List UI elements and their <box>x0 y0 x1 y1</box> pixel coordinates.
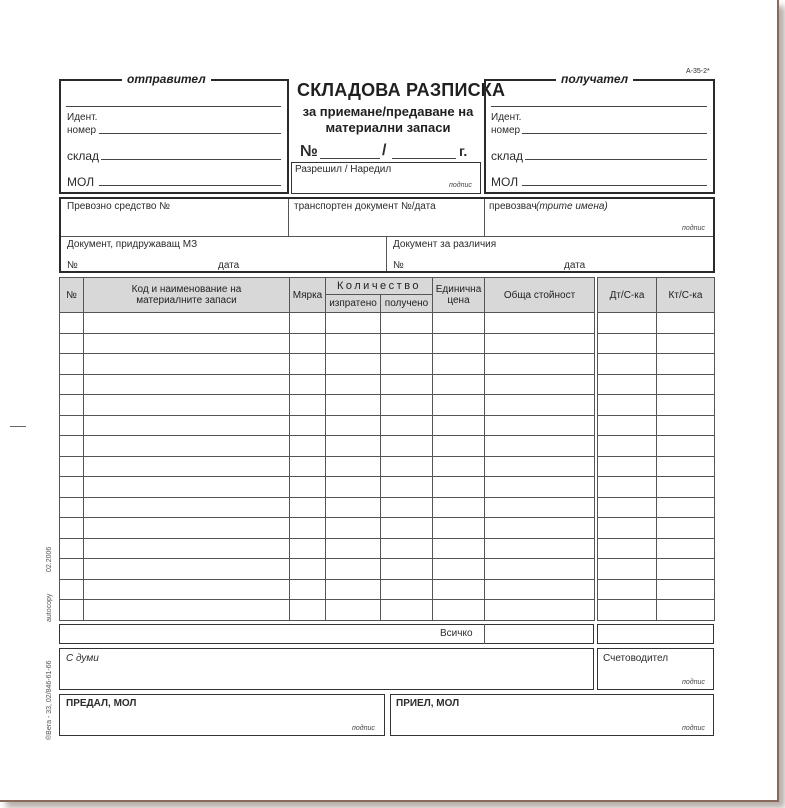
table-cell[interactable] <box>326 600 381 621</box>
table-cell[interactable] <box>84 436 290 457</box>
in-words-box[interactable] <box>59 648 594 690</box>
table-cell[interactable] <box>433 415 485 436</box>
carrier-signature: подпис <box>682 225 705 232</box>
carrier-label: превозвач <box>489 201 537 212</box>
transport-divider-3 <box>386 237 387 271</box>
col-name-line-1: Код и наименование на <box>131 284 242 295</box>
accounts-row <box>598 518 715 539</box>
discrepancy-doc-label: Документ за различия <box>393 239 497 250</box>
table-row <box>60 579 595 600</box>
accounts-row <box>598 497 715 518</box>
accounts-cell[interactable] <box>657 415 715 436</box>
accounts-cell[interactable] <box>657 313 715 334</box>
accounts-cell[interactable] <box>598 354 657 375</box>
table-row <box>60 333 595 354</box>
carrier-hint: (трите имена) <box>536 201 608 212</box>
accounts-row <box>598 538 715 559</box>
accounts-cell[interactable] <box>598 333 657 354</box>
table-row <box>60 374 595 395</box>
accountant-signature: подпис <box>682 679 705 686</box>
table-cell[interactable] <box>433 374 485 395</box>
table-cell[interactable] <box>381 559 433 580</box>
margin-tick <box>10 426 26 427</box>
table-cell[interactable] <box>381 333 433 354</box>
table-cell[interactable] <box>485 518 595 539</box>
table-cell[interactable] <box>381 497 433 518</box>
table-cell[interactable] <box>381 477 433 498</box>
col-price-line-2: цена <box>447 295 470 306</box>
receiver-header: получател <box>556 72 633 86</box>
table-cell[interactable] <box>433 333 485 354</box>
accounts-cell[interactable] <box>657 579 715 600</box>
table-cell[interactable] <box>60 333 84 354</box>
sender-ident-label: Идент. <box>67 112 98 123</box>
table-cell[interactable] <box>485 579 595 600</box>
table-cell[interactable] <box>485 395 595 416</box>
received-signature: подпис <box>682 725 705 732</box>
number-label: № <box>300 143 318 160</box>
table-cell[interactable] <box>84 333 290 354</box>
vehicle-label: Превозно средство № <box>67 201 170 212</box>
table-cell[interactable] <box>381 436 433 457</box>
sender-line-1 <box>66 106 281 107</box>
table-cell[interactable] <box>60 600 84 621</box>
table-row <box>60 395 595 416</box>
table-row <box>60 456 595 477</box>
accountant-label: Счетоводител <box>603 653 669 664</box>
handed-label: ПРЕДАЛ, МОЛ <box>66 698 137 709</box>
accounts-cell[interactable] <box>657 477 715 498</box>
table-cell[interactable] <box>433 354 485 375</box>
accounts-cell[interactable] <box>598 559 657 580</box>
accounts-row <box>598 374 715 395</box>
table-cell[interactable] <box>381 579 433 600</box>
document-title: СКЛАДОВА РАЗПИСКА <box>297 80 506 100</box>
table-cell[interactable] <box>326 579 381 600</box>
table-cell[interactable] <box>290 538 326 559</box>
col-total-header: Обща стойност <box>485 278 595 313</box>
table-cell[interactable] <box>485 436 595 457</box>
table-cell[interactable] <box>485 313 595 334</box>
receiver-warehouse-field[interactable] <box>525 159 707 160</box>
sender-ident-label-2: номер <box>67 125 97 136</box>
table-cell[interactable] <box>290 456 326 477</box>
table-cell[interactable] <box>485 415 595 436</box>
table-cell[interactable] <box>290 436 326 457</box>
receiver-mol-field[interactable] <box>522 185 707 186</box>
side-autocopy: autocopy <box>46 593 53 622</box>
table-cell[interactable] <box>485 559 595 580</box>
receiver-ident-field[interactable] <box>522 133 707 134</box>
table-row <box>60 538 595 559</box>
receiver-warehouse-label: склад <box>491 149 524 163</box>
col-kt-header: Кт/С-ка <box>657 278 715 313</box>
table-cell[interactable] <box>60 477 84 498</box>
accounts-cell[interactable] <box>598 538 657 559</box>
accounts-cell[interactable] <box>657 333 715 354</box>
handed-signature: подпис <box>352 725 375 732</box>
accounts-row <box>598 415 715 436</box>
accounts-row <box>598 333 715 354</box>
accounts-cell[interactable] <box>657 497 715 518</box>
table-row <box>60 600 595 621</box>
table-cell[interactable] <box>381 354 433 375</box>
table-cell[interactable] <box>84 456 290 477</box>
accounts-cell[interactable] <box>657 456 715 477</box>
table-row <box>60 559 595 580</box>
table-cell[interactable] <box>433 456 485 477</box>
accounts-row <box>598 313 715 334</box>
accounts-cell[interactable] <box>598 374 657 395</box>
table-row <box>60 518 595 539</box>
accompanying-date-label: дата <box>218 260 240 271</box>
table-cell[interactable] <box>381 415 433 436</box>
accounts-row <box>598 579 715 600</box>
table-cell[interactable] <box>485 354 595 375</box>
table-cell[interactable] <box>84 538 290 559</box>
table-cell[interactable] <box>326 559 381 580</box>
table-cell[interactable] <box>485 600 595 621</box>
col-price-line-1: Единична <box>435 284 482 295</box>
table-cell[interactable] <box>433 436 485 457</box>
accounts-cell[interactable] <box>657 600 715 621</box>
col-price-header <box>433 278 485 313</box>
sender-warehouse-label: склад <box>67 149 100 163</box>
table-cell[interactable] <box>60 538 84 559</box>
transport-divider-1 <box>288 199 289 236</box>
table-cell[interactable] <box>485 477 595 498</box>
accounts-row <box>598 456 715 477</box>
receiver-ident-label: Идент. <box>491 112 522 123</box>
table-cell[interactable] <box>381 313 433 334</box>
table-cell[interactable] <box>326 333 381 354</box>
sender-ident-field[interactable] <box>99 133 281 134</box>
accounts-row <box>598 477 715 498</box>
accounts-cell[interactable] <box>598 579 657 600</box>
permit-label: Разрешил / Наредил <box>295 164 392 175</box>
table-cell[interactable] <box>433 600 485 621</box>
accounts-cell[interactable] <box>598 456 657 477</box>
table-cell[interactable] <box>60 313 84 334</box>
table-cell[interactable] <box>381 456 433 477</box>
table-cell[interactable] <box>381 374 433 395</box>
table-cell[interactable] <box>84 497 290 518</box>
receiver-line-1 <box>491 106 707 107</box>
discrepancy-no-label: № <box>393 260 404 271</box>
table-cell[interactable] <box>84 518 290 539</box>
accounts-cell[interactable] <box>598 436 657 457</box>
col-dt-header: Дт/С-ка <box>598 278 657 313</box>
table-cell[interactable] <box>433 313 485 334</box>
table-cell[interactable] <box>84 313 290 334</box>
table-cell[interactable] <box>60 456 84 477</box>
table-cell[interactable] <box>485 497 595 518</box>
table-cell[interactable] <box>84 374 290 395</box>
receiver-mol-label: МОЛ <box>491 175 519 189</box>
accounts-cell[interactable] <box>598 395 657 416</box>
accounts-cell[interactable] <box>657 559 715 580</box>
table-cell[interactable] <box>433 559 485 580</box>
table-cell[interactable] <box>290 477 326 498</box>
year-label: г. <box>459 143 468 159</box>
accounts-cell[interactable] <box>657 374 715 395</box>
accounts-cell[interactable] <box>657 538 715 559</box>
table-cell[interactable] <box>326 374 381 395</box>
document-year-field[interactable] <box>392 158 456 159</box>
in-words-label: С думи <box>66 653 99 664</box>
accompanying-no-label: № <box>67 260 78 271</box>
accounts-cell[interactable] <box>657 518 715 539</box>
table-cell[interactable] <box>485 374 595 395</box>
table-cell[interactable] <box>60 354 84 375</box>
accounts-cell[interactable] <box>598 313 657 334</box>
accompanying-doc-label: Документ, придружаващ МЗ <box>67 239 198 250</box>
number-slash: / <box>382 142 387 159</box>
accounts-row <box>598 436 715 457</box>
table-row <box>60 497 595 518</box>
col-received-header: получено <box>381 295 433 313</box>
accounts-row <box>598 559 715 580</box>
table-cell[interactable] <box>84 579 290 600</box>
accounts-row <box>598 395 715 416</box>
table-cell[interactable] <box>290 354 326 375</box>
table-cell[interactable] <box>84 477 290 498</box>
table-cell[interactable] <box>326 456 381 477</box>
table-row <box>60 477 595 498</box>
table-cell[interactable] <box>60 436 84 457</box>
table-cell[interactable] <box>60 374 84 395</box>
discrepancy-date-label: дата <box>564 260 586 271</box>
table-cell[interactable] <box>485 333 595 354</box>
permit-signature: подпис <box>449 182 472 189</box>
table-cell[interactable] <box>433 395 485 416</box>
table-cell[interactable] <box>290 600 326 621</box>
table-cell[interactable] <box>485 456 595 477</box>
table-cell[interactable] <box>84 395 290 416</box>
table-cell[interactable] <box>433 538 485 559</box>
total-accounts-cell <box>597 624 714 644</box>
col-name-header <box>84 278 290 313</box>
table-row <box>60 436 595 457</box>
table-cell[interactable] <box>60 497 84 518</box>
table-cell[interactable] <box>326 518 381 539</box>
table-cell[interactable] <box>381 538 433 559</box>
table-cell[interactable] <box>290 415 326 436</box>
table-cell[interactable] <box>381 600 433 621</box>
sender-warehouse-field[interactable] <box>101 159 281 160</box>
table-cell[interactable] <box>290 579 326 600</box>
table-cell[interactable] <box>60 415 84 436</box>
table-row <box>60 313 595 334</box>
table-cell[interactable] <box>326 313 381 334</box>
table-cell[interactable] <box>290 313 326 334</box>
table-cell[interactable] <box>84 415 290 436</box>
table-cell[interactable] <box>60 579 84 600</box>
col-qty-header: Количество <box>326 278 433 295</box>
table-cell[interactable] <box>326 477 381 498</box>
col-no-header: № <box>60 278 84 313</box>
sender-mol-label: МОЛ <box>67 175 95 189</box>
total-label: Всичко <box>440 628 473 639</box>
sender-header: отправител <box>122 72 211 86</box>
table-cell[interactable] <box>60 518 84 539</box>
accounts-row <box>598 600 715 621</box>
table-cell[interactable] <box>433 518 485 539</box>
accounts-row <box>598 354 715 375</box>
document-subtitle-1: за приемане/предаване на <box>302 104 474 119</box>
transport-doc-label: транспортен документ №/дата <box>294 201 436 212</box>
col-name-line-2: материалните запаси <box>136 295 237 306</box>
table-cell[interactable] <box>84 354 290 375</box>
col-sent-header: изпратено <box>326 295 381 313</box>
accounts-cell[interactable] <box>657 395 715 416</box>
table-row <box>60 415 595 436</box>
table-cell[interactable] <box>290 333 326 354</box>
table-cell[interactable] <box>60 559 84 580</box>
transport-divider-h <box>61 236 713 237</box>
document-subtitle-2: материални запаси <box>325 120 451 135</box>
table-cell[interactable] <box>84 559 290 580</box>
table-cell[interactable] <box>84 600 290 621</box>
side-publisher: ®Вега - 33, 02/846-61-66 <box>46 660 53 740</box>
form-code: A-35-2* <box>686 68 710 75</box>
receiver-ident-label-2: номер <box>491 125 521 136</box>
table-cell[interactable] <box>60 395 84 416</box>
table-cell[interactable] <box>485 538 595 559</box>
accounts-cell[interactable] <box>598 477 657 498</box>
total-divider <box>484 624 485 644</box>
accounts-cell[interactable] <box>598 518 657 539</box>
items-table <box>59 277 595 621</box>
accounts-cell[interactable] <box>657 354 715 375</box>
side-date-code: 02.2006 <box>46 546 53 572</box>
table-cell[interactable] <box>290 518 326 539</box>
table-cell[interactable] <box>433 579 485 600</box>
table-cell[interactable] <box>290 395 326 416</box>
table-cell[interactable] <box>326 497 381 518</box>
table-cell[interactable] <box>433 477 485 498</box>
table-cell[interactable] <box>326 436 381 457</box>
table-cell[interactable] <box>381 518 433 539</box>
table-cell[interactable] <box>326 415 381 436</box>
table-row <box>60 354 595 375</box>
total-row <box>59 624 594 644</box>
document-number-field[interactable] <box>320 158 380 159</box>
accounts-table <box>597 277 715 621</box>
accounts-cell[interactable] <box>598 497 657 518</box>
table-cell[interactable] <box>326 395 381 416</box>
table-cell[interactable] <box>326 354 381 375</box>
accounts-cell[interactable] <box>598 600 657 621</box>
table-cell[interactable] <box>290 374 326 395</box>
sender-mol-field[interactable] <box>99 185 281 186</box>
receiver-box <box>484 79 715 194</box>
received-label: ПРИЕЛ, МОЛ <box>396 698 460 709</box>
table-cell[interactable] <box>381 395 433 416</box>
accounts-cell[interactable] <box>657 436 715 457</box>
col-unit-header: Мярка <box>290 278 326 313</box>
accounts-cell[interactable] <box>598 415 657 436</box>
table-cell[interactable] <box>433 497 485 518</box>
table-cell[interactable] <box>290 559 326 580</box>
transport-divider-2 <box>484 199 485 236</box>
table-cell[interactable] <box>326 538 381 559</box>
table-cell[interactable] <box>290 497 326 518</box>
